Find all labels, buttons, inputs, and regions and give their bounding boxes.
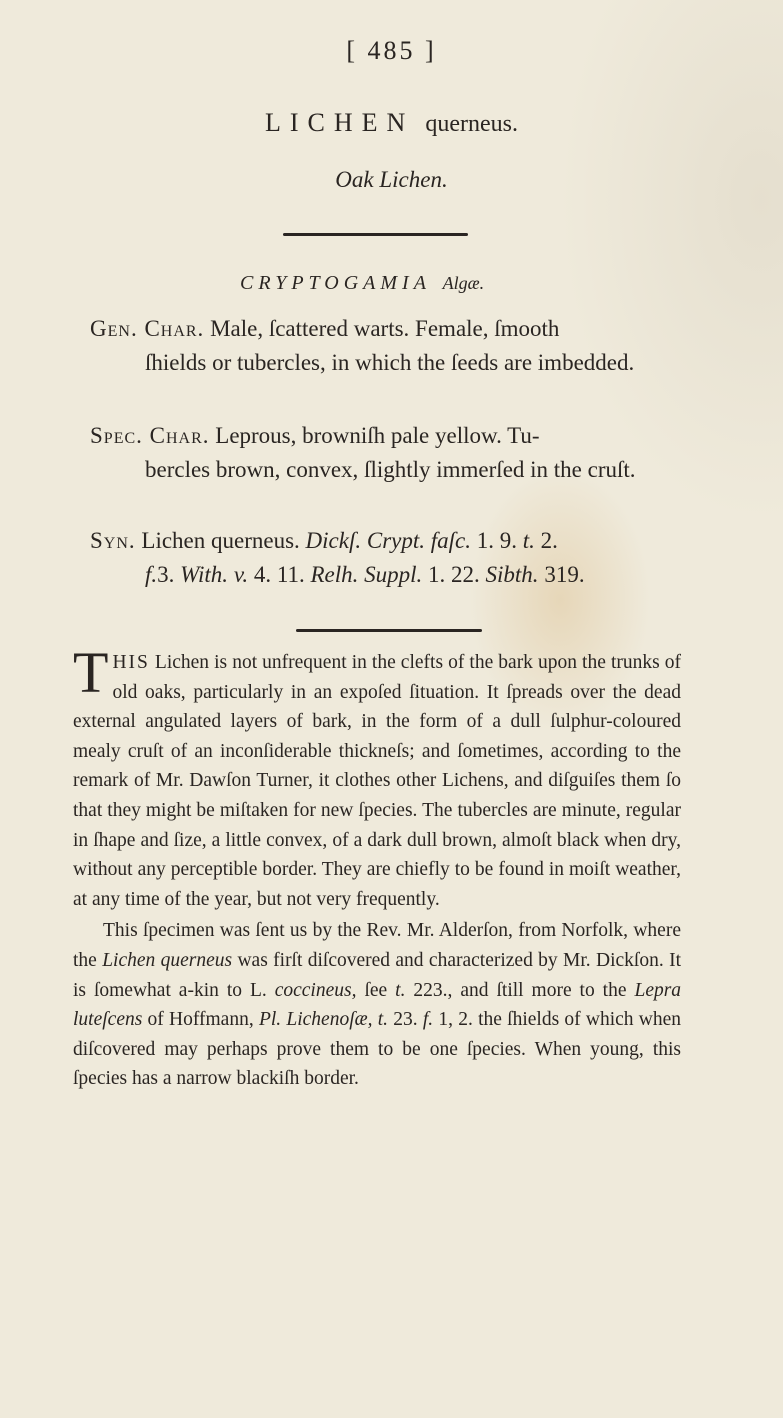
classification [240, 272, 484, 295]
p2-text-b: was firſt diſcovered and characterized by Mr. Dickſon. It is ſomewhat a-kin to L. [73, 949, 681, 1001]
synonyms [90, 524, 690, 592]
p2-italic-t: t. [395, 979, 406, 1001]
p2-italic-pl-lichenosae: Pl. Lichenoſæ, t. [258, 1009, 389, 1031]
p2-italic-coccineus: coccineus, [274, 979, 357, 1001]
syn-ref-t-num: 2. [540, 528, 558, 553]
classification-class: CRYPTOGAMIA [240, 272, 431, 294]
spec-char-text-line1: Leprous, browniſh pale yellow. Tu- [215, 423, 540, 448]
classification-order: Algæ. [442, 273, 485, 293]
p2-text-f: 23. [393, 1009, 418, 1031]
first-word: HIS [112, 652, 150, 673]
syn-ref-sibth: Sibth. [485, 562, 539, 587]
syn-ref-dickson-nums: 1. 9. [476, 528, 517, 553]
syn-label: Syn. [90, 528, 136, 553]
p2-text-d: 223., and ſtill more to the [413, 979, 627, 1001]
p2-italic-lepra: Lepra luteſcens [73, 979, 682, 1031]
drop-cap: T [73, 640, 109, 705]
spec-char-text-rest: bercles brown, convex, ſlightly immerſed in the cruſt. [145, 457, 636, 482]
syn-ref-f: f. [145, 562, 158, 587]
p2-italic-lichen-querneus: Lichen querneus [102, 949, 233, 971]
common-name: Oak Lichen. [335, 167, 448, 192]
syn-ref-dickson: Dickſ. Crypt. faſc. [305, 528, 471, 553]
syn-ref-sibth-num: 319. [544, 562, 585, 587]
title-species: querneus. [425, 111, 518, 137]
description-paragraph-1 [73, 640, 681, 914]
syn-plain: Lichen querneus. [141, 528, 300, 553]
page-number: [ 485 ] [346, 36, 437, 65]
syn-ref-relh-nums: 1. 22. [428, 562, 480, 587]
p2-text-g: 1, 2. the ſhields of which when diſcovered may perhaps prove them to be one ſpecies. When young, this ſpecies has a narrow blackiſh border. [73, 1009, 682, 1090]
description-paragraph-2 [73, 916, 681, 1094]
divider-rule-bottom [296, 629, 482, 632]
syn-ref-with: With. [180, 562, 229, 587]
p2-italic-f: f. [422, 1009, 434, 1031]
syn-ref-v: v. [233, 562, 249, 587]
gen-char-text-rest: ſhields or tubercles, in which the ſeeds are imbedded. [145, 350, 635, 375]
paragraph-1-text: Lichen is not unfrequent in the clefts of the bark upon the trunks of old oaks, particularly in an expoſed ſituation. It ſpreads over the dead external angulated layers of bark, in the form of a dull ſulphur-coloured mealy cruſt of an inconſiderable thickneſs; and ſometimes, according to the remark of Mr. Dawſon Turner, it clothes other Lichens, and diſguiſes them ſo that they might be miſtaken for new ſpecies. The tubercles are minute, regular in ſhape and ſize, a little convex, of a dark dull brown, almoſt black when dry, without any perceptible border. They are chiefly to be found in moiſt weather, at any time of the year, but not very frequently. [73, 652, 681, 910]
p2-text-a: This ſpecimen was ſent us by the Rev. Mr. Alderſon, from Norfolk, where the [73, 920, 681, 971]
description-body [73, 640, 682, 1094]
gen-char-text-line1: Male, ſcattered warts. Female, ſmooth [210, 316, 560, 341]
p2-text-e: of Hoffmann, [147, 1009, 254, 1031]
divider-rule-top [283, 233, 468, 236]
spec-char-label: Spec. Char. [90, 423, 210, 448]
syn-ref-relh: Relh. Suppl. [310, 562, 423, 587]
page-title [0, 107, 783, 139]
title-genus: LICHEN [265, 108, 415, 137]
generic-character [90, 312, 690, 380]
gen-char-label: Gen. Char. [90, 316, 205, 341]
specific-character [90, 419, 690, 487]
p2-text-c: ſee [364, 979, 388, 1001]
syn-ref-t: t. [522, 528, 535, 553]
syn-ref-v-nums: 4. 11. [253, 562, 305, 587]
syn-ref-f-num: 3. [157, 562, 175, 587]
